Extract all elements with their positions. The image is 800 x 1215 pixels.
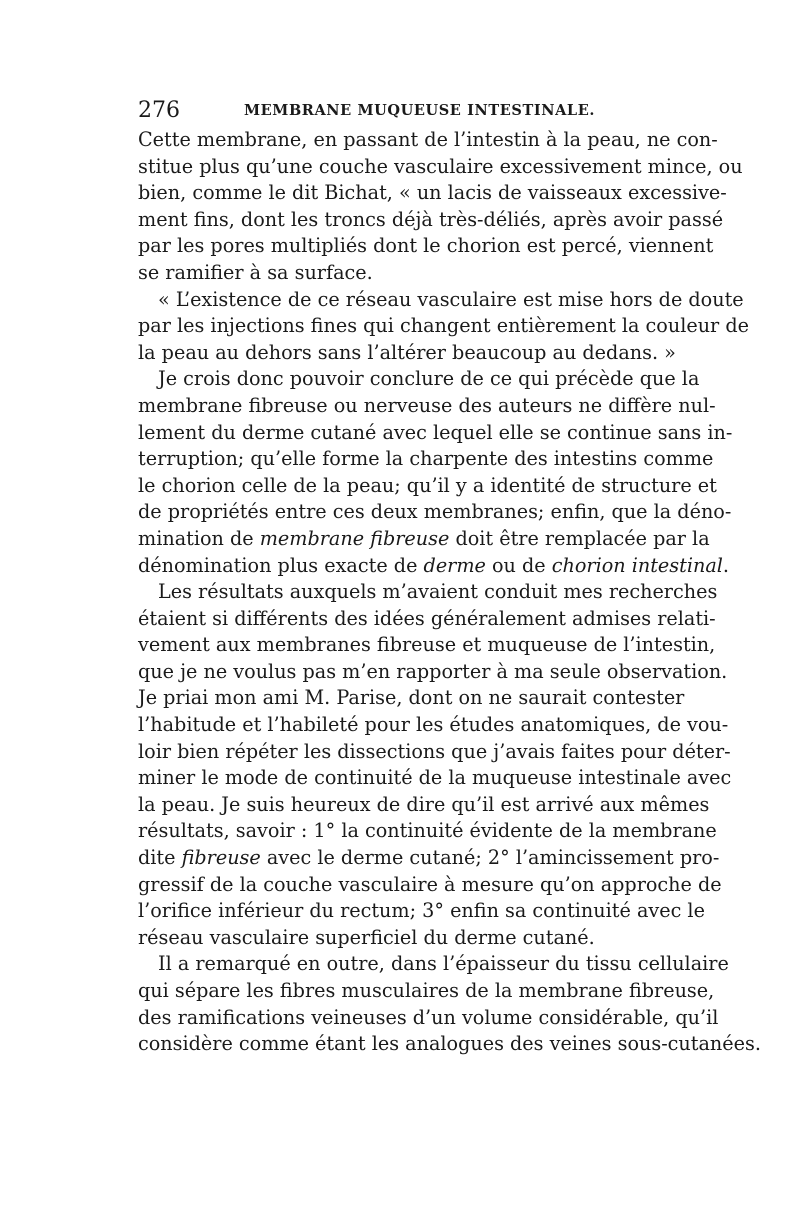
text-run: étaient si différents des idées généralement admises relati- — [138, 606, 716, 630]
text-run: ou de — [485, 553, 552, 577]
text-run: doit être remplacée par la — [449, 526, 710, 550]
text-run: miner le mode de continuité de la muqueuse intestinale avec — [138, 766, 732, 790]
text-run: Je priai mon ami M. Parise, dont on ne saurait contester — [138, 686, 685, 710]
text-run: la peau au dehors sans l’altérer beaucoup au dedans. » — [138, 340, 676, 364]
text-run: des ramifications veineuses d’un volume considérable, qu’il — [138, 1005, 719, 1029]
text-run: terruption; qu’elle forme la charpente des intestins comme — [138, 447, 714, 471]
text-line — [138, 366, 700, 393]
text-line — [138, 1005, 719, 1032]
text-run: ment fins, dont les troncs déjà très-déliés, après avoir passé — [138, 207, 724, 231]
text-line — [138, 845, 720, 872]
text-line — [138, 606, 716, 633]
running-title: MEMBRANE MUQUEUSE INTESTINALE. — [244, 102, 596, 119]
text-line — [138, 925, 665, 952]
text-line — [138, 393, 716, 420]
text-line — [138, 446, 714, 473]
text-line — [138, 127, 718, 154]
text-run: lement du derme cutané avec lequel elle se continue sans in- — [138, 420, 733, 444]
text-run: dite — [138, 846, 182, 870]
text-line — [138, 420, 733, 447]
text-line — [138, 1031, 761, 1058]
text-line — [138, 712, 729, 739]
text-line — [138, 207, 724, 234]
text-run: avec le derme cutané; 2° l’amincissement pro- — [260, 846, 720, 870]
text-line — [138, 553, 730, 580]
text-line — [138, 659, 728, 686]
text-run: réseau vasculaire superficiel du derme cutané. — [138, 925, 595, 949]
page-header — [138, 96, 665, 126]
text-run: que je ne voulus pas m’en rapporter à ma seule observation. — [138, 659, 728, 683]
text-line — [138, 154, 743, 181]
text-line — [138, 978, 715, 1005]
text-line — [138, 180, 727, 207]
text-line — [138, 260, 665, 287]
text-line — [138, 685, 685, 712]
text-run: vement aux membranes fibreuse et muqueuse de l’intestin, — [138, 633, 716, 657]
text-run: par les injections fines qui changent entièrement la couleur de — [138, 314, 749, 338]
text-run: bien, comme le dit Bichat, « un lacis de vaisseaux excessive- — [138, 181, 727, 205]
text-line — [138, 473, 717, 500]
text-line — [138, 233, 714, 260]
text-run: l’orifice inférieur du rectum; 3° enfin sa continuité avec le — [138, 899, 705, 923]
text-run: . — [722, 553, 730, 577]
text-line — [138, 765, 732, 792]
text-run: par les pores multipliés dont le chorion est percé, viennent — [138, 234, 714, 258]
text-run: résultats, savoir : 1° la continuité évidente de la membrane — [138, 819, 717, 843]
italic-term: membrane fibreuse — [259, 526, 450, 550]
text-run: le chorion celle de la peau; qu’il y a identité de structure et — [138, 473, 717, 497]
text-run: stitue plus qu’une couche vasculaire excessivement mince, ou — [138, 154, 743, 178]
text-line — [138, 872, 722, 899]
text-line — [138, 499, 732, 526]
text-run: dénomination plus exacte de — [138, 553, 424, 577]
text-line — [138, 526, 710, 553]
text-line — [138, 313, 749, 340]
text-run: l’habitude et l’habileté pour les études anatomiques, de vou- — [138, 713, 729, 737]
text-run: Les résultats auxquels m’avaient conduit mes recherches — [158, 580, 718, 604]
text-run: de propriétés entre ces deux membranes; enfin, que la déno- — [138, 500, 732, 524]
text-line — [138, 898, 705, 925]
text-line — [138, 579, 718, 606]
text-run: mination de — [138, 526, 260, 550]
page-number: 276 — [138, 98, 180, 123]
text-run: se ramifier à sa surface. — [138, 260, 373, 284]
text-run: membrane fibreuse ou nerveuse des auteurs ne diffère nul- — [138, 393, 716, 417]
text-run: la peau. Je suis heureux de dire qu’il est arrivé aux mêmes — [138, 792, 710, 816]
text-run: qui sépare les fibres musculaires de la membrane fibreuse, — [138, 979, 715, 1002]
text-run: loir bien répéter les dissections que j’avais faites pour déter- — [138, 739, 731, 763]
text-line — [138, 287, 744, 314]
body-text — [138, 127, 761, 1058]
text-run: Cette membrane, en passant de l’intestin à la peau, ne con- — [138, 128, 718, 151]
text-line — [138, 818, 717, 845]
text-run: Je crois donc pouvoir conclure de ce qui précède que la — [158, 367, 700, 391]
italic-term: derme — [423, 553, 486, 577]
text-run: Il a remarqué en outre, dans l’épaisseur du tissu cellulaire — [158, 952, 729, 976]
text-line — [138, 792, 710, 819]
text-line — [138, 340, 676, 367]
italic-term: chorion intestinal — [551, 553, 723, 577]
italic-term: fibreuse — [181, 846, 261, 870]
text-run: gressif de la couche vasculaire à mesure qu’on approche de — [138, 872, 722, 896]
text-run: considère comme étant les analogues des veines sous-cutanées. — [138, 1032, 761, 1056]
text-line — [138, 951, 729, 978]
text-run: « L’existence de ce réseau vasculaire est mise hors de doute — [158, 287, 744, 311]
text-line — [138, 739, 731, 766]
text-line — [138, 632, 716, 659]
